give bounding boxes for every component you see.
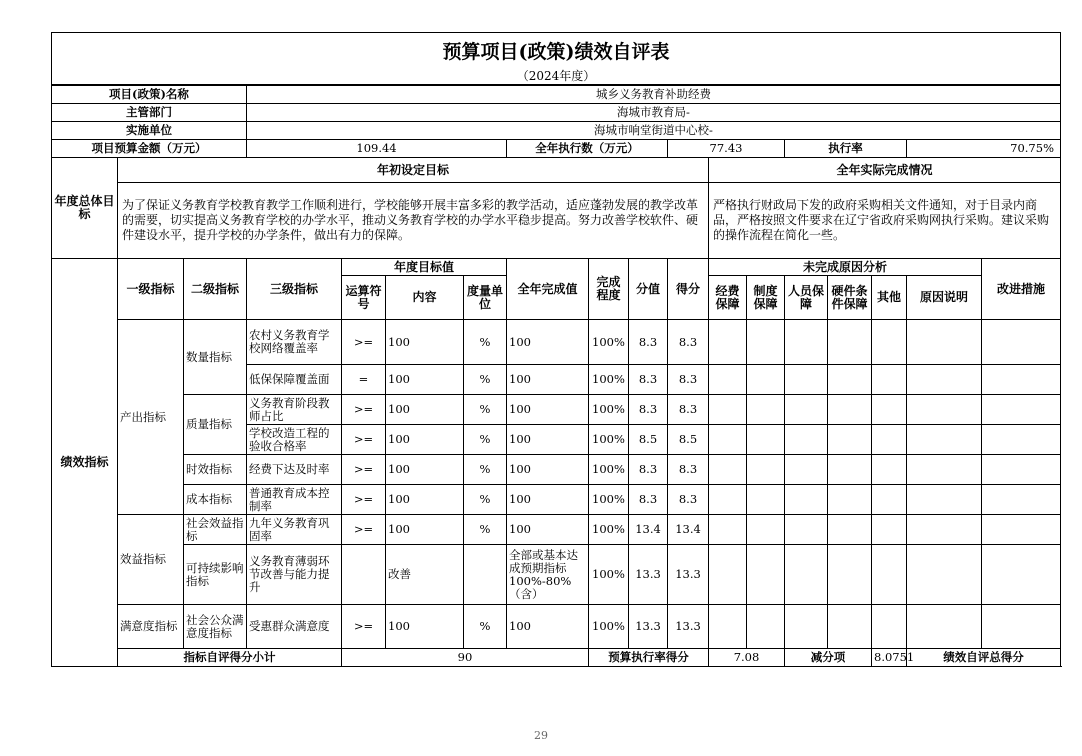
indicator-actual: 100 bbox=[507, 515, 589, 545]
reason-cell bbox=[747, 395, 785, 425]
level1-output: 产出指标 bbox=[118, 320, 184, 515]
indicator-weight: 13.4 bbox=[629, 515, 668, 545]
row-indicator-header-1 bbox=[52, 259, 1061, 276]
indicator-weight: 8.3 bbox=[629, 395, 668, 425]
reason-cell bbox=[828, 545, 872, 605]
indicator-completion: 100% bbox=[589, 605, 629, 649]
budget-amount-label: 项目预算金额（万元） bbox=[52, 140, 247, 158]
indicator-completion: 100% bbox=[589, 365, 629, 395]
header-unit: 度量单位 bbox=[464, 276, 507, 320]
indicator-op: >= bbox=[342, 515, 386, 545]
indicator-name: 低保保障覆盖面 bbox=[247, 365, 342, 395]
reason-cell bbox=[709, 425, 747, 455]
indicator-weight: 8.3 bbox=[629, 485, 668, 515]
indicator-row bbox=[52, 455, 1061, 485]
indicator-content: 100 bbox=[386, 395, 464, 425]
indicator-actual: 100 bbox=[507, 365, 589, 395]
indicator-row bbox=[52, 545, 1061, 605]
level2-social: 社会效益指标 bbox=[184, 515, 247, 545]
reason-cell bbox=[785, 320, 828, 365]
level2-sustain: 可持续影响指标 bbox=[184, 545, 247, 605]
indicator-name: 九年义务教育巩固率 bbox=[247, 515, 342, 545]
reason-cell bbox=[828, 425, 872, 455]
page-number: 29 bbox=[534, 729, 548, 742]
indicator-weight: 8.3 bbox=[629, 320, 668, 365]
improve-cell bbox=[982, 455, 1061, 485]
row-budget bbox=[52, 140, 1061, 158]
row-goal-text bbox=[52, 183, 1061, 259]
indicator-content: 100 bbox=[386, 455, 464, 485]
header-level1: 一级指标 bbox=[118, 259, 184, 320]
total-score-label: 绩效自评总得分 bbox=[907, 649, 1061, 667]
level2-cost: 成本指标 bbox=[184, 485, 247, 515]
indicator-score: 13.3 bbox=[668, 545, 709, 605]
indicator-row bbox=[52, 515, 1061, 545]
self-score: 90 bbox=[342, 649, 589, 667]
reason-cell bbox=[785, 515, 828, 545]
actual-goal-header: 全年实际完成情况 bbox=[709, 158, 1061, 183]
indicator-score: 8.3 bbox=[668, 395, 709, 425]
indicator-name: 义务教育阶段教师占比 bbox=[247, 395, 342, 425]
indicator-row bbox=[52, 395, 1061, 425]
indicator-op: >= bbox=[342, 395, 386, 425]
indicator-actual: 100 bbox=[507, 455, 589, 485]
header-improve: 改进措施 bbox=[982, 259, 1061, 320]
actual-goal-text: 严格执行财政局下发的政府采购相关文件通知，对于目录内商品，严格按照文件要求在辽宁省政府采购网执行采购。建议采购的操作流程在简化一些。 bbox=[709, 183, 1061, 259]
reason-cell bbox=[709, 515, 747, 545]
indicator-name: 义务教育薄弱环节改善与能力提升 bbox=[247, 545, 342, 605]
deduct-value: 8.0751 bbox=[872, 649, 907, 667]
indicator-actual: 100 bbox=[507, 395, 589, 425]
reason-cell bbox=[872, 395, 907, 425]
reason-cell bbox=[907, 485, 982, 515]
indicator-name: 受惠群众满意度 bbox=[247, 605, 342, 649]
indicator-content: 100 bbox=[386, 320, 464, 365]
improve-cell bbox=[982, 395, 1061, 425]
reason-cell bbox=[907, 395, 982, 425]
indicator-completion: 100% bbox=[589, 455, 629, 485]
level2-quality: 质量指标 bbox=[184, 395, 247, 455]
evaluation-table bbox=[51, 85, 1061, 667]
level2-public: 社会公众满意度指标 bbox=[184, 605, 247, 649]
budget-amount: 109.44 bbox=[247, 140, 507, 158]
header-annual-target: 年度目标值 bbox=[342, 259, 507, 276]
indicator-unit: % bbox=[464, 515, 507, 545]
indicator-score: 8.3 bbox=[668, 485, 709, 515]
header-reason: 原因说明 bbox=[907, 276, 982, 320]
indicator-op: >= bbox=[342, 320, 386, 365]
indicator-content: 100 bbox=[386, 515, 464, 545]
reason-cell bbox=[828, 455, 872, 485]
indicator-row bbox=[52, 485, 1061, 515]
indicator-op: = bbox=[342, 365, 386, 395]
improve-cell bbox=[982, 425, 1061, 455]
level2-timeliness: 时效指标 bbox=[184, 455, 247, 485]
indicator-score: 8.3 bbox=[668, 365, 709, 395]
indicator-content: 100 bbox=[386, 425, 464, 455]
self-score-label: 指标自评得分小计 bbox=[118, 649, 342, 667]
exec-label: 全年执行数（万元） bbox=[507, 140, 668, 158]
reason-cell bbox=[907, 605, 982, 649]
level1-benefit: 效益指标 bbox=[118, 515, 184, 605]
indicator-score: 8.3 bbox=[668, 320, 709, 365]
reason-cell bbox=[785, 395, 828, 425]
improve-cell bbox=[982, 515, 1061, 545]
reason-cell bbox=[872, 365, 907, 395]
level2-quantity: 数量指标 bbox=[184, 320, 247, 395]
indicator-op: >= bbox=[342, 605, 386, 649]
reason-cell bbox=[828, 395, 872, 425]
indicators-section-label: 绩效指标 bbox=[52, 259, 118, 667]
indicator-score: 13.3 bbox=[668, 605, 709, 649]
exec-rate: 70.75% bbox=[907, 140, 1061, 158]
dept-label: 主管部门 bbox=[52, 104, 247, 122]
header-completion: 完成程度 bbox=[589, 259, 629, 320]
indicator-content: 100 bbox=[386, 605, 464, 649]
indicator-op: >= bbox=[342, 485, 386, 515]
indicator-unit: % bbox=[464, 485, 507, 515]
reason-cell bbox=[907, 320, 982, 365]
indicator-unit: % bbox=[464, 455, 507, 485]
header-hardware: 硬件条件保障 bbox=[828, 276, 872, 320]
indicator-name: 普通教育成本控制率 bbox=[247, 485, 342, 515]
dept: 海城市教育局- bbox=[247, 104, 1061, 122]
indicator-unit: % bbox=[464, 320, 507, 365]
reason-cell bbox=[747, 605, 785, 649]
indicator-op: >= bbox=[342, 425, 386, 455]
indicator-actual: 100 bbox=[507, 425, 589, 455]
project-name-label: 项目(政策)名称 bbox=[52, 86, 247, 104]
reason-cell bbox=[907, 545, 982, 605]
budget-score: 7.08 bbox=[709, 649, 785, 667]
improve-cell bbox=[982, 320, 1061, 365]
row-impl bbox=[52, 122, 1061, 140]
header-op: 运算符号 bbox=[342, 276, 386, 320]
indicator-weight: 13.3 bbox=[629, 545, 668, 605]
reason-cell bbox=[747, 365, 785, 395]
reason-cell bbox=[828, 365, 872, 395]
impl-label: 实施单位 bbox=[52, 122, 247, 140]
header-staff: 人员保障 bbox=[785, 276, 828, 320]
indicator-completion: 100% bbox=[589, 395, 629, 425]
header-level3: 三级指标 bbox=[247, 259, 342, 320]
reason-cell bbox=[709, 395, 747, 425]
initial-goal-text: 为了保证义务教育学校教育教学工作顺利进行，学校能够开展丰富多彩的教学活动，适应蓬勃发展的教学改革的需要，切实提高义务教育学校的办学水平，推动义务教育学校的办学水平稳步提高。努力改善学校软件、硬件建设水平，提升学校的办学条件，做出有力的保障。 bbox=[118, 183, 709, 259]
indicator-weight: 8.3 bbox=[629, 365, 668, 395]
indicator-actual: 100 bbox=[507, 320, 589, 365]
header-other: 其他 bbox=[872, 276, 907, 320]
row-goal-headers bbox=[52, 158, 1061, 183]
row-summary bbox=[52, 649, 1061, 667]
reason-cell bbox=[872, 455, 907, 485]
indicator-name: 学校改造工程的验收合格率 bbox=[247, 425, 342, 455]
indicator-unit: % bbox=[464, 425, 507, 455]
indicator-row bbox=[52, 605, 1061, 649]
evaluation-sheet bbox=[51, 32, 1061, 667]
indicator-unit: % bbox=[464, 605, 507, 649]
indicator-actual: 100 bbox=[507, 605, 589, 649]
indicator-completion: 100% bbox=[589, 515, 629, 545]
indicator-actual: 100 bbox=[507, 485, 589, 515]
reason-cell bbox=[872, 425, 907, 455]
indicator-content: 改善 bbox=[386, 545, 464, 605]
reason-cell bbox=[907, 425, 982, 455]
indicator-op: >= bbox=[342, 455, 386, 485]
header-system: 制度保障 bbox=[747, 276, 785, 320]
indicator-unit: % bbox=[464, 365, 507, 395]
reason-cell bbox=[709, 485, 747, 515]
indicator-content: 100 bbox=[386, 365, 464, 395]
reason-cell bbox=[785, 485, 828, 515]
reason-cell bbox=[785, 605, 828, 649]
reason-cell bbox=[709, 605, 747, 649]
reason-cell bbox=[907, 455, 982, 485]
reason-cell bbox=[709, 455, 747, 485]
indicator-completion: 100% bbox=[589, 425, 629, 455]
row-project-name bbox=[52, 86, 1061, 104]
header-score-value: 分值 bbox=[629, 259, 668, 320]
reason-cell bbox=[907, 365, 982, 395]
reason-cell bbox=[872, 515, 907, 545]
reason-cell bbox=[872, 545, 907, 605]
header-reason-analysis: 未完成原因分析 bbox=[709, 259, 982, 276]
level1-satisfaction: 满意度指标 bbox=[118, 605, 184, 649]
reason-cell bbox=[872, 605, 907, 649]
indicator-weight: 13.3 bbox=[629, 605, 668, 649]
goals-section-label: 年度总体目标 bbox=[52, 158, 118, 259]
reason-cell bbox=[747, 455, 785, 485]
reason-cell bbox=[785, 455, 828, 485]
indicator-unit bbox=[464, 545, 507, 605]
header-level2: 二级指标 bbox=[184, 259, 247, 320]
reason-cell bbox=[828, 485, 872, 515]
header-score: 得分 bbox=[668, 259, 709, 320]
indicator-score: 8.3 bbox=[668, 455, 709, 485]
budget-score-label: 预算执行率得分 bbox=[589, 649, 709, 667]
reason-cell bbox=[747, 320, 785, 365]
reason-cell bbox=[828, 605, 872, 649]
header-content: 内容 bbox=[386, 276, 464, 320]
exec-amount: 77.43 bbox=[668, 140, 785, 158]
reason-cell bbox=[709, 320, 747, 365]
indicator-weight: 8.5 bbox=[629, 425, 668, 455]
reason-cell bbox=[747, 485, 785, 515]
improve-cell bbox=[982, 605, 1061, 649]
indicator-weight: 8.3 bbox=[629, 455, 668, 485]
indicator-content: 100 bbox=[386, 485, 464, 515]
reason-cell bbox=[828, 515, 872, 545]
reason-cell bbox=[747, 515, 785, 545]
title-box bbox=[51, 32, 1061, 85]
impl: 海城市响堂街道中心校- bbox=[247, 122, 1061, 140]
improve-cell bbox=[982, 485, 1061, 515]
indicator-completion: 100% bbox=[589, 545, 629, 605]
reason-cell bbox=[709, 365, 747, 395]
reason-cell bbox=[785, 545, 828, 605]
indicator-score: 13.4 bbox=[668, 515, 709, 545]
reason-cell bbox=[747, 545, 785, 605]
indicator-name: 经费下达及时率 bbox=[247, 455, 342, 485]
indicator-name: 农村义务教育学校网络覆盖率 bbox=[247, 320, 342, 365]
reason-cell bbox=[709, 545, 747, 605]
deduct-label: 减分项 bbox=[785, 649, 872, 667]
reason-cell bbox=[747, 425, 785, 455]
header-actual: 全年完成值 bbox=[507, 259, 589, 320]
indicator-score: 8.5 bbox=[668, 425, 709, 455]
indicator-completion: 100% bbox=[589, 485, 629, 515]
row-dept bbox=[52, 104, 1061, 122]
indicator-unit: % bbox=[464, 395, 507, 425]
indicator-completion: 100% bbox=[589, 320, 629, 365]
indicator-op bbox=[342, 545, 386, 605]
page-title: 预算项目(政策)绩效自评表 bbox=[442, 41, 670, 63]
exec-rate-label: 执行率 bbox=[785, 140, 907, 158]
reason-cell bbox=[872, 485, 907, 515]
indicator-actual: 全部或基本达成预期指标100%-80%（含） bbox=[507, 545, 589, 605]
reason-cell bbox=[828, 320, 872, 365]
improve-cell bbox=[982, 365, 1061, 395]
reason-cell bbox=[785, 425, 828, 455]
header-funding: 经费保障 bbox=[709, 276, 747, 320]
year-note: （2024年度） bbox=[516, 69, 596, 83]
project-name: 城乡义务教育补助经费 bbox=[247, 86, 1061, 104]
improve-cell bbox=[982, 545, 1061, 605]
reason-cell bbox=[872, 320, 907, 365]
reason-cell bbox=[785, 365, 828, 395]
indicator-row bbox=[52, 320, 1061, 365]
reason-cell bbox=[907, 515, 982, 545]
initial-goal-header: 年初设定目标 bbox=[118, 158, 709, 183]
